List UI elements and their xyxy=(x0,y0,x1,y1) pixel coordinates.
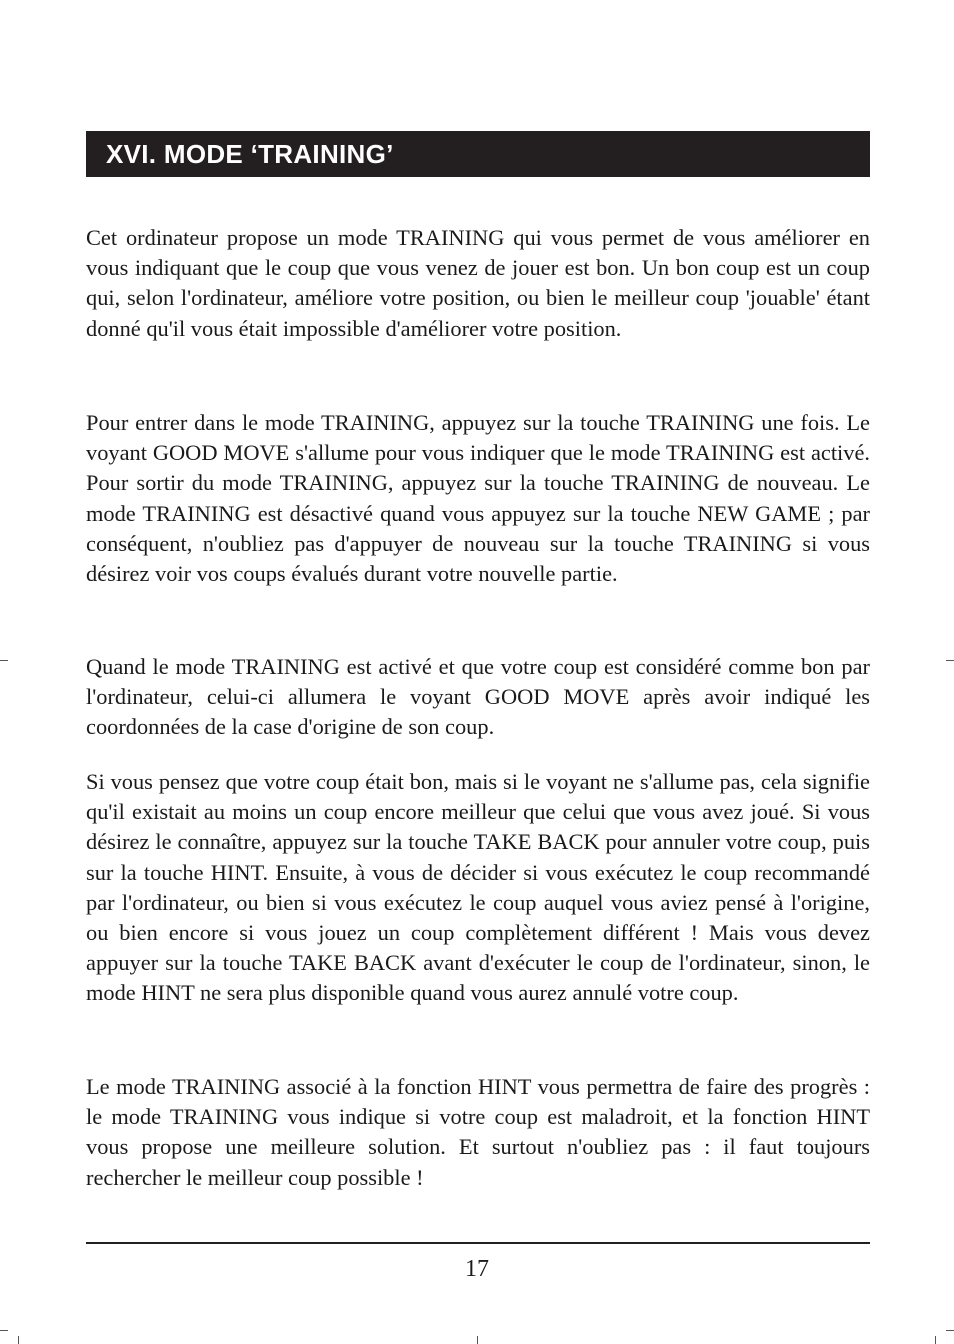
paragraph-take-back-hint: Si vous pensez que votre coup était bon, mais si le voyant ne s'allume pas, cela signifie qu'il existait au moins un coup encore meilleur que celui que vous avez joué. Si vous désirez le connaître, appuyez sur la touche TAKE BACK pour annuler votre coup, puis sur la touche HINT. Ensuite, à vous de décider si vous exécutez le coup recommandé par l'ordinateur, ou bien si vous exécutez le coup auquel vous aviez pensé à l'origine, ou bien encore si vous jouez un coup complètement différent ! Mais vous devez appuyer sur la touche TAKE BACK avant d'exécuter le coup de l'ordinateur, sinon, le mode HINT ne sera plus disponible quand vous aurez annulé votre coup. xyxy=(86,769,870,1006)
crop-mark xyxy=(0,1330,8,1331)
crop-mark xyxy=(477,1336,478,1344)
paragraph-intro: Cet ordinateur propose un mode TRAINING qui vous permet de vous améliorer en vous indiquant que le coup que vous venez de jouer est bon. Un bon coup est un coup qui, selon l'ordinateur, améliore votre position, ou bien le meilleur coup 'jouable' étant donné qu'il vous était impossible d'améliorer votre position. xyxy=(86,225,870,341)
crop-mark xyxy=(0,660,8,661)
section-header-bar xyxy=(86,131,870,177)
crop-mark xyxy=(946,660,954,661)
paragraph-conclusion: Le mode TRAINING associé à la fonction HINT vous permettra de faire des progrès : le mode TRAINING vous indique si votre coup est maladroit, et la fonction HINT vous propose une meilleure solution. Et surtout n'oubliez pas : il faut toujours rechercher le meilleur coup possible ! xyxy=(86,1074,870,1190)
crop-mark xyxy=(946,1330,954,1331)
section-title: XVI. MODE ‘TRAINING’ xyxy=(106,138,394,169)
page-number: 17 xyxy=(465,1256,489,1282)
crop-mark xyxy=(935,1336,936,1344)
crop-mark xyxy=(18,1336,19,1344)
paragraph-good-move: Quand le mode TRAINING est activé et que votre coup est considéré comme bon par l'ordinateur, celui-ci allumera le voyant GOOD MOVE après avoir indiqué les coordonnées de la case d'origine de son coup. xyxy=(86,654,870,740)
footer-rule xyxy=(86,1242,870,1244)
paragraph-enter-training: Pour entrer dans le mode TRAINING, appuyez sur la touche TRAINING une fois. Le voyant GOOD MOVE s'allume pour vous indiquer que le mode TRAINING est activé. Pour sortir du mode TRAINING, appuyez sur la touche TRAINING de nouveau. Le mode TRAINING est désactivé quand vous appuyez sur la touche NEW GAME ; par conséquent, n'oubliez pas d'appuyer de nouveau sur la touche TRAINING si vous désirez voir vos coups évalués durant votre nouvelle partie. xyxy=(86,410,870,587)
